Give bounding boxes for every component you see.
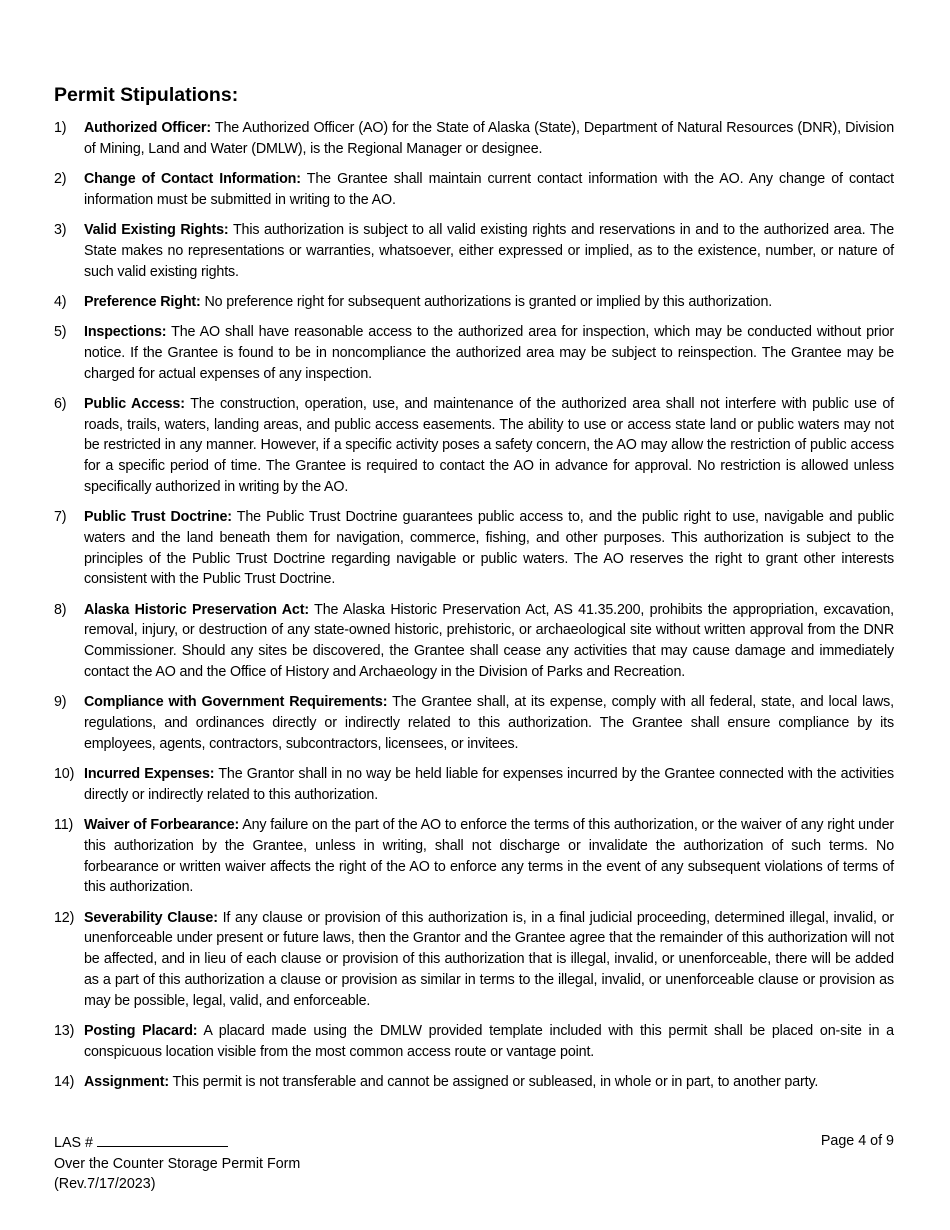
stipulation-text: The AO shall have reasonable access to the authorized area for inspection, which may be conducted without prior notice. If the Grantee is found to be in noncompliance the authorized area may be subject to reinspection. The Grantee may be charged for actual expenses of any inspection. [84,323,894,382]
stipulation-number: 8) [54,601,67,618]
stipulation-text: The Grantor shall in no way be held liable for expenses incurred by the Grantee connected with the activities directly or indirectly related to this authorization. [84,766,894,803]
stipulation-text: Any failure on the part of the AO to enforce the terms of this authorization, or the waiver of any right under this authorization by the Grantee, unless in writing, shall not discharge or invalidate the authorization of such terms. No forbearance or written waiver affects the right of the AO to enforce any terms in the event of any subsequent violations of terms of this authorization. [84,817,894,896]
stipulation-item [54,1021,894,1063]
stipulation-number: 11) [54,817,74,834]
stipulation-text: A placard made using the DMLW provided template included with this permit shall be placed on-site in a conspicuous location visible from the most common access route or vantage point. [84,1022,894,1060]
stipulation-item [54,220,894,282]
stipulation-title: Change of Contact Information: [84,170,301,187]
stipulation-number: 3) [54,221,67,238]
las-number-line [54,1131,894,1154]
stipulation-item [54,507,894,590]
section-heading: Permit Stipulations: [54,84,239,106]
stipulation-title: Waiver of Forbearance: [84,817,240,834]
stipulation-title: Incurred Expenses: [84,766,215,783]
stipulation-number: 6) [54,395,67,412]
stipulation-title: Assignment: [84,1073,169,1090]
stipulation-item [54,815,894,898]
stipulation-number: 14) [54,1073,75,1090]
stipulation-number: 13) [54,1022,75,1039]
stipulations-list [54,118,894,1102]
stipulation-text: The Grantee shall, at its expense, comply with all federal, state, and local laws, regulations, and ordinances directly or indirectly related to this authorization. The Grantee shall ensure compliance by its employees, agents, contractors, subcontractors, licensees, or invitees. [84,694,894,752]
stipulation-text: The construction, operation, use, and maintenance of the authorized area shall not interfere with public use of roads, trails, waters, landing areas, and public access easements. The ability to use or access state land or public waters may not be restricted in any manner. However, if a specific activity poses a safety concern, the AO may allow the restriction of public access for a specific period of time. The Grantee is required to contact the AO in advance for approval. No restriction is allowed unless specifically authorized in writing by the AO. [84,395,894,495]
stipulation-text: The Alaska Historic Preservation Act, AS 41.35.200, prohibits the appropriation, excavation, removal, injury, or destruction of any state-owned historic, prehistoric, or archaeological site without written approval from the DNR Commissioner. Should any sites be discovered, the Grantee shall cease any activities that may cause damage and immediately contact the AO and the Office of History and Archaeology in the Division of Parks and Recreation. [84,601,894,681]
las-number-field[interactable] [97,1131,228,1147]
page-number: Page 4 of 9 [820,1133,894,1149]
stipulation-title: Severability Clause: [84,909,218,926]
stipulation-item [54,764,894,806]
stipulation-number: 1) [54,120,67,136]
stipulation-item [54,169,894,211]
stipulation-item [54,118,894,160]
form-name: Over the Counter Storage Permit Form [54,1155,301,1172]
stipulation-title: Compliance with Government Requirements: [84,694,388,711]
stipulation-number: 2) [54,170,67,187]
stipulation-title: Public Access: [84,395,185,412]
stipulation-text: If any clause or provision of this authorization is, in a final judicial proceeding, determined illegal, invalid, or unenforceable under present or future laws, then the Grantor and the Grantee agree that the remainder of this authorization will not be affected, and in lieu of each clause or provision of this authorization that is illegal, invalid, or unenforceable, there will be added as a part of this authorization a clause or provision as similar in terms to the illegal, invalid, or unenforceable clause or provision as may be possible, legal, valid, and enforceable. [84,909,894,1009]
stipulation-title: Valid Existing Rights: [84,221,229,238]
stipulation-number: 9) [54,694,67,711]
stipulation-number: 4) [54,293,67,310]
stipulation-text: The Authorized Officer (AO) for the State of Alaska (State), Department of Natural Resources (DNR), Division of Mining, Land and Water (DMLW), is the Regional Manager or designee. [84,120,894,157]
las-label: LAS # [54,1135,93,1151]
stipulation-text: The Grantee shall maintain current contact information with the AO. Any change of contact information must be submitted in writing to the AO. [84,170,894,208]
stipulation-text: This authorization is subject to all valid existing rights and reservations in and to the authorized area. The State makes no representations or warranties, whatsoever, either expressed or implied, as to the existence, number, or nature of such valid existing rights. [84,221,894,280]
stipulation-item [54,908,894,1012]
stipulation-number: 7) [54,509,67,526]
stipulation-title: Authorized Officer: [84,120,211,136]
stipulation-title: Alaska Historic Preservation Act: [84,601,309,618]
stipulation-text: No preference right for subsequent authorizations is granted or implied by this authorization. [204,293,773,310]
stipulation-title: Inspections: [84,323,167,340]
stipulation-number: 10) [54,766,75,783]
page-footer [54,1131,894,1195]
form-revision: (Rev.7/17/2023) [54,1176,156,1192]
stipulation-title: Preference Right: [84,293,201,310]
stipulation-item [54,600,894,683]
stipulation-text: This permit is not transferable and cannot be assigned or subleased, in whole or in part, to another party. [172,1073,819,1090]
stipulation-text: The Public Trust Doctrine guarantees public access to, and the public right to use, navigable and public waters and the land beneath them for navigation, commerce, fishing, and other purposes. This authorization is subject to the principles of the Public Trust Doctrine regarding navigable or public waters. The AO reserves the right to grant other interests consistent with the Public Trust Doctrine. [84,509,894,588]
stipulation-title: Public Trust Doctrine: [84,509,232,526]
stipulation-item [54,292,894,313]
stipulation-number: 12) [54,909,75,926]
stipulation-item [54,322,894,384]
stipulation-item [54,1072,894,1093]
stipulation-number: 5) [54,323,67,340]
stipulation-item [54,692,894,754]
stipulation-title: Posting Placard: [84,1022,198,1039]
stipulation-item [54,394,894,498]
